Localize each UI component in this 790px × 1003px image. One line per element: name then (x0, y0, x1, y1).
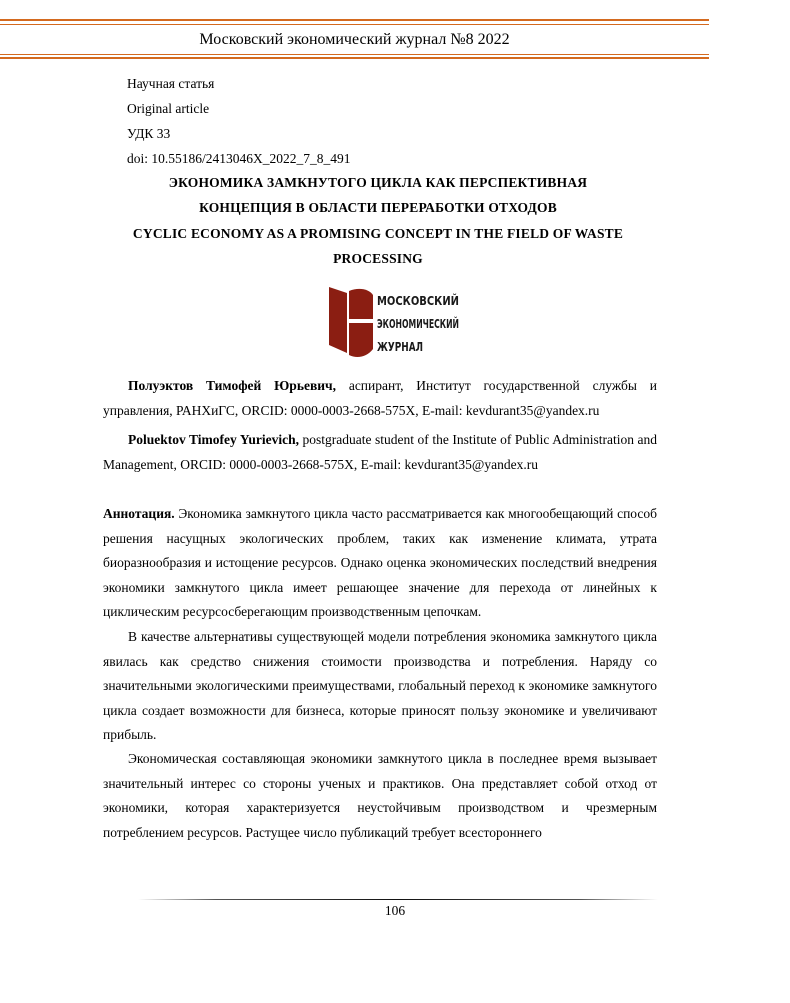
author-affiliation-en: postgraduate student of the Institute of Public Administration and Management, ORCID: 0000-0003-2668-575X, E-mail: kevdurant35@yandex.ru (103, 432, 657, 472)
title-ru-line-2: КОНЦЕПЦИЯ В ОБЛАСТИ ПЕРЕРАБОТКИ ОТХОДОВ (199, 200, 557, 215)
author-affiliation-ru: аспирант, Институт государственной службы и управления, РАНХиГС, ORCID: 0000-0003-2668-575X, E-mail: kevdurant35@yandex.ru (103, 378, 658, 418)
logo-leaf-icon (329, 287, 373, 357)
title-ru-line-1: ЭКОНОМИКА ЗАМКНУТОГО ЦИКЛА КАК ПЕРСПЕКТИВНАЯ (168, 175, 588, 190)
abstract-paragraph-2: В качестве альтернативы существующей модели потребления экономика замкнутого цикла явилась как средство снижения стоимости производства и потребления. Наряду со значительными экологическими преимуществами, глобальный переход к экономике замкнутого цикла создает возможности для бизнеса, которые приносят пользу экономике и увеличивают прибыль. (103, 629, 657, 742)
author-info-en (103, 428, 657, 477)
journal-logo (327, 283, 505, 363)
abstract-label: Аннотация. (103, 506, 175, 521)
author-info-ru (103, 374, 657, 423)
header-rule-bottom-thin (0, 54, 709, 55)
abstract-paragraph-1 (103, 502, 657, 625)
article-type-ru: Научная статья (127, 76, 215, 91)
article-type-en: Original article (127, 101, 210, 116)
header-rule-top-thick (0, 19, 709, 21)
abstract-paragraph-3: Экономическая составляющая экономики замкнутого цикла в последнее время вызывает значительный интерес со стороны ученых и практиков. Она представляет собой отход от экономики, которая характеризуется неустойчивым производством и чрезмерным потреблением ресурсов. Растущее число публикаций требует всестороннего (103, 751, 657, 840)
page-number: 106 (384, 903, 406, 918)
logo-text-line-2: ЭКОНОМИЧЕСКИЙ (377, 317, 505, 331)
title-en-line-2: PROCESSING (333, 251, 423, 266)
udc-code: УДК 33 (127, 126, 171, 141)
author-name-en: Poluektov Timofey Yurievich, (128, 432, 299, 447)
header-rule-bottom-thick (0, 57, 709, 59)
logo-text-line-3: ЖУРНАЛ (377, 340, 423, 354)
title-en-line-1: CYCLIC ECONOMY AS A PROMISING CONCEPT IN THE FIELD OF WASTE (132, 226, 624, 241)
author-name-ru: Полуэктов Тимофей Юрьевич, (128, 378, 337, 393)
doi: doi: 10.55186/2413046X_2022_7_8_491 (127, 151, 351, 166)
running-header-title: Московский экономический журнал №8 2022 (199, 31, 510, 48)
footer-rule (138, 899, 658, 900)
header-rule-top-thin (0, 24, 709, 25)
abstract-text: Экономика замкнутого цикла часто рассматривается как многообещающий способ решения насущных экологических проблем, таких как изменение климата, утрата биоразнообразия и истощение ресурсов. Однако оценка экономических последствий внедрения экономики замкнутого цикла имеет решающее значение для перехода от линейных к циклическим ресурсосберегающим производственным цепочкам. (103, 506, 657, 619)
logo-text-line-1: МОСКОВСКИЙ (377, 294, 476, 308)
